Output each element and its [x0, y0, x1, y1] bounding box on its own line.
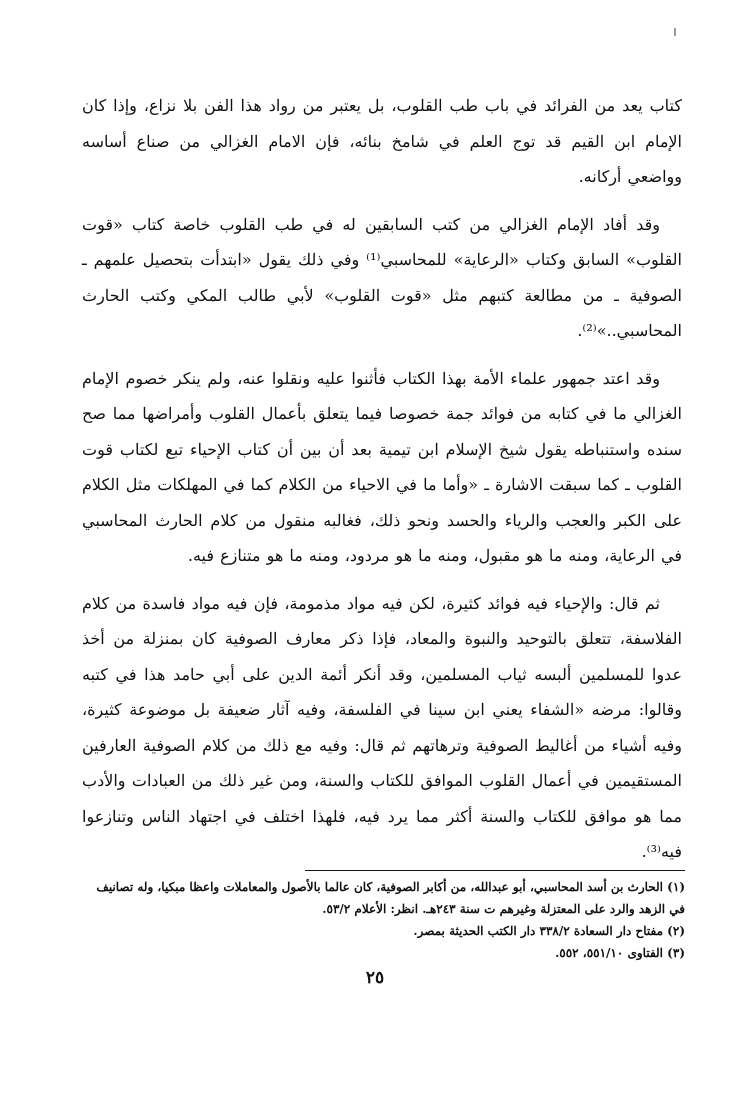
footnote-3: (٣) الفتاوى ٥٥١/١٠، ٥٥٢.	[555, 946, 685, 960]
paragraph-4: ثم قال: والإحياء فيه فوائد كثيرة، لكن فيه مواد مذمومة، فإن فيه مواد فاسدة من كلام الفلاسفة، تتعلق بالتوحيد والنبوة والمعاد، فإذا ذكر معارف الصوفية كان بمنزلة من أخذ عدوا للمسلمين ألبسه ثياب المسلمين، وقد أنكر أئمة الدين على أبي حامد هذا في كتبه وقالوا: مرضه «الشفاء يعني ابن سينا في الفلسفة، وفيه آثار ضعيفة بل موضوعة كثيرة، وفيه أشياء من أغاليط الصوفية وترهاتهم ثم قال: وفيه مع ذلك من كلام الصوفية العارفين المستقيمين في أعمال القلوب الموافق للكتاب والسنة، ومن غير ذلك من العبادات والأدب مما هو موافق للكتاب والسنة أكثر مما يرد فيه، فلهذا اختلف في اجتهاد الناس وتنازعوا فيه⁽³⁾.	[82, 593, 682, 861]
scan-mark	[674, 28, 676, 36]
footnote-1: (١) الحارث بن أسد المحاسبي، أبو عبدالله، من أكابر الصوفية، كان عالما بالأصول والمعاملات واعظا مبكيا، وله تصانيف في الزهد والرد على المعتزلة وغيرهم ت سنة ٢٤٣هـ. انظر: الأعلام ٥٣/٢.	[96, 880, 685, 916]
footnote-separator	[305, 870, 685, 871]
footnote-2: (٢) مفتاح دار السعادة ٣٣٨/٢ دار الكتب الحديثة بمصر.	[413, 924, 685, 938]
paragraph-2: وقد أفاد الإمام الغزالي من كتب السابقين له في طب القلوب خاصة كتاب «قوت القلوب» السابق وكتاب «الرعاية» للمحاسبي⁽¹⁾ وفي ذلك يقول «ابتدأت بتحصيل علمهم ـ الصوفية ـ من مطالعة كتبهم مثل «قوت القلوب» لأبي طالب المكي وكتب الحارث المحاسبي..»⁽²⁾.	[82, 214, 682, 340]
footnotes	[80, 876, 685, 964]
paragraph-3: وقد اعتد جمهور علماء الأمة بهذا الكتاب فأثنوا عليه ونقلوا عنه، ولم ينكر خصوم الإمام الغزالي ما في كتابه من فوائد جمة خصوصا فيما يتعلق بأعمال القلوب وأمراضها مما صح سنده واستنباطه يقول شيخ الإسلام ابن تيمية بعد أن بين أن كتاب الإحياء تبع لكتاب قوت القلوب ـ كما سبقت الاشارة ـ «وأما ما في الاحياء من الكلام كما في المهلكات مثل الكلام على الكبر والعجب والرياء والحسد ونحو ذلك، فغالبه منقول من كلام الحارث المحاسبي في الرعاية، ومنه ما هو مقبول، ومنه ما هو مردود، ومنه ما هو متنازع فيه.	[82, 368, 682, 565]
paragraph-1: كتاب يعد من الفرائد في باب طب القلوب، بل يعتبر من رواد هذا الفن بلا نزاع، وإذا كان الإمام ابن القيم قد توج العلم في شامخ بنائه، فإن الامام الغزالي من صناع أساسه وواضعي أركانه.	[82, 96, 682, 186]
page-number: ٢٥	[365, 968, 385, 988]
main-text	[82, 88, 682, 882]
